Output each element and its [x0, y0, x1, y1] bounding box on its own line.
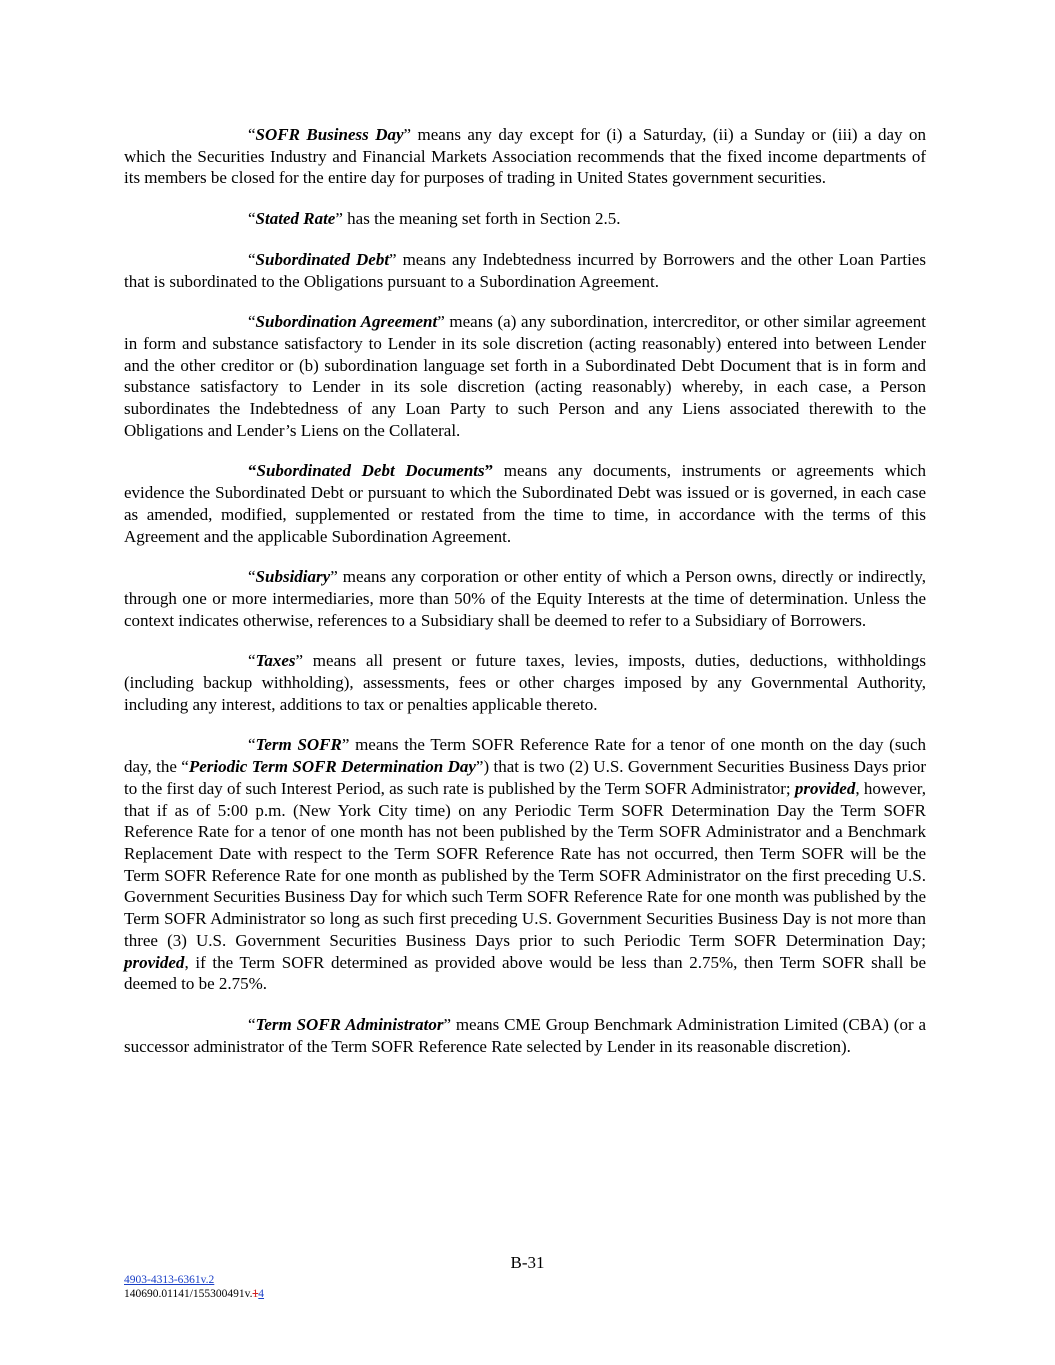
- proviso: provided: [124, 952, 185, 972]
- definition-term-sofr: “Term SOFR” means the Term SOFR Reference Rate for a tenor of one month on the day (such day, the “Periodic Term SOFR Determination Day”) that is two (2) U.S. Government Securities Business Days prior to the first day of such Interest Period, as such rate is published by the Term SOFR Administrator; provided, however, that if as of 5:00 p.m. (New York City time) on any Periodic Term SOFR Determination Day the Term SOFR Reference Rate for a tenor of one month has not been published by the Term SOFR Administrator and a Benchmark Replacement Date with respect to the Term SOFR Reference Rate has not occurred, then Term SOFR will be the Term SOFR Reference Rate for one month as published by the Term SOFR Administrator on the first preceding U.S. Government Securities Business Day for which such Term SOFR Reference Rate for one month was published by the Term SOFR Administrator so long as such first preceding U.S. Government Securities Business Day is not more than three (3) U.S. Government Securities Business Days prior to such Periodic Term SOFR Determination Day; provided, if the Term SOFR determined as provided above would be less than 2.75%, then Term SOFR shall be deemed to be 2.75%.: [124, 735, 927, 994]
- defined-term: Subordinated Debt Documents: [256, 461, 485, 481]
- definition-text: means all present or future taxes, levies, imposts, duties, deductions, withholdings (including backup withholding), assessments, fees or other charges imposed by any Governmental Authority, including any interest, additions to tax or penalties applicable thereto.: [124, 651, 926, 714]
- defined-term: Subordinated Debt: [255, 249, 390, 269]
- defined-term: Taxes: [255, 651, 296, 671]
- definition-text: means any Indebtedness incurred by Borrowers and the other Loan Parties that is subordinated to the Obligations pursuant to a Subordination Agreement.: [124, 249, 926, 291]
- defined-term: Subordination Agreement: [255, 312, 438, 332]
- definition-text: means any day except for (i) a Saturday, (ii) a Sunday or (iii) a day on which the Securities Industry and Financial Markets Association recommends that the fixed income departments of its members be closed for the entire day for purposes of trading in United States government securities.: [124, 125, 926, 188]
- definition-subordination-agreement: “Subordination Agreement” means (a) any subordination, intercreditor, or other similar agreement in form and substance satisfactory to Lender in its sole discretion (acting reasonably) entered into between Lender and the other creditor or (b) subordination language set forth in a Subordinated Debt Document that is in form and substance satisfactory to Lender in its sole discretion (acting reasonably) whereby, in each case, a Person subordinates the Indebtedness of any Loan Party to such Person and any Liens associated therewith to the Obligations and Lender’s Liens on the Collateral.: [124, 312, 926, 440]
- definition-text: means any corporation or other entity of which a Person owns, directly or indirectly, through one or more intermediaries, more than 50% of the Equity Interests at the time of determination. Unless the context indicates otherwise, references to a Subsidiary shall be deemed to refer to a Subsidiary of Borrowers.: [124, 567, 926, 630]
- definition-text: means CME Group Benchmark Administration Limited (CBA) (or a successor administrator of the Term SOFR Reference Rate selected by Lender in its reasonable discretion).: [124, 1014, 926, 1056]
- defined-term: Subsidiary: [255, 567, 331, 587]
- defined-term: Term SOFR: [255, 735, 342, 755]
- defined-term: Stated Rate: [255, 209, 336, 229]
- deleted-version: 1: [252, 1288, 259, 1300]
- definition-subordinated-debt-documents: “Subordinated Debt Documents” means any documents, instruments or agreements which evidence the Subordinated Debt or pursuant to which the Subordinated Debt was issued or is governed, in each case as amended, modified, supplemented or restated from the time to time, in accordance with the terms of this Agreement and the applicable Subordination Agreement.: [124, 461, 926, 546]
- definition-term-sofr-administrator: “Term SOFR Administrator” means CME Group Benchmark Administration Limited (CBA) (or a successor administrator of the Term SOFR Reference Rate selected by Lender in its reasonable discretion).: [124, 1014, 926, 1056]
- definition-taxes: “Taxes” means all present or future taxes, levies, imposts, duties, deductions, withholdings (including backup withholding), assessments, fees or other charges imposed by any Governmental Authority, including any interest, additions to tax or penalties applicable thereto.: [124, 651, 926, 714]
- defined-term-inline: Periodic Term SOFR Determination Day: [188, 757, 476, 777]
- definition-sofr-business-day: “SOFR Business Day” means any day except for (i) a Saturday, (ii) a Sunday or (iii) a day on which the Securities Industry and Financial Markets Association recommends that the fixed income departments of its members be closed for the entire day for purposes of trading in United States government securities.: [124, 125, 926, 188]
- definition-subsidiary: “Subsidiary” means any corporation or other entity of which a Person owns, directly or indirectly, through one or more intermediaries, more than 50% of the Equity Interests at the time of determination. Unless the context indicates otherwise, references to a Subsidiary shall be deemed to refer to a Subsidiary of Borrowers.: [124, 567, 926, 630]
- page-number: B-31: [510, 1253, 545, 1272]
- definition-text: means any documents, instruments or agreements which evidence the Subordinated Debt or pursuant to which the Subordinated Debt was issued or is governed, in each case as amended, modified, supplemented or restated from the time to time, in accordance with the terms of this Agreement and the applicable Subordination Agreement.: [124, 461, 926, 546]
- document-footer: [124, 1273, 264, 1301]
- document-id: 4903-4313-6361v.2: [124, 1274, 215, 1286]
- defined-term: SOFR Business Day: [255, 125, 404, 144]
- inserted-version: 4: [258, 1288, 265, 1300]
- definition-subordinated-debt: “Subordinated Debt” means any Indebtedness incurred by Borrowers and the other Loan Parties that is subordinated to the Obligations pursuant to a Subordination Agreement.: [124, 249, 926, 291]
- proviso: provided: [794, 778, 856, 798]
- definition-text: has the meaning set forth in Section 2.5.: [342, 209, 621, 229]
- document-body: [124, 124, 926, 1076]
- defined-term: Term SOFR Administrator: [255, 1014, 444, 1034]
- definition-text: means (a) any subordination, intercreditor, or other similar agreement in form and substance satisfactory to Lender in its sole discretion (acting reasonably) entered into between Lender and the other creditor or (b) subordination language set forth in a Subordinated Debt Document that is in form and substance satisfactory to Lender in its sole discretion (acting reasonably) whereby, in each case, a Person subordinates the Indebtedness of any Loan Party to such Person and any Liens associated therewith to the Obligations and Lender’s Liens on the Collateral.: [124, 312, 926, 440]
- definition-stated-rate: “Stated Rate” has the meaning set forth in Section 2.5.: [248, 209, 621, 229]
- matter-number: 140690.01141/155300491v.14: [124, 1288, 265, 1300]
